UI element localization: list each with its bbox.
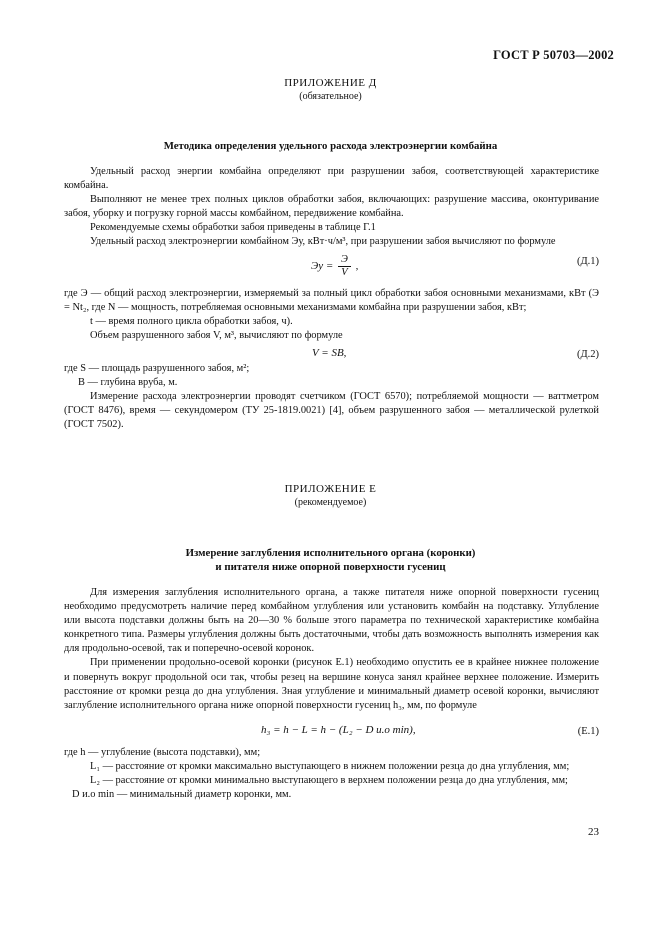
formula-d1-fraction [338, 254, 351, 279]
paragraph: L₂ — расстояние от кромки минимально выступающего в верхнем положении резца до дна углубления, мм; [90, 775, 568, 787]
paragraph: где S — площадь разрушенного забоя, м²; [64, 363, 250, 374]
paragraph: где h — углубление (высота подставки), мм; [64, 747, 261, 758]
formula-d1-denominator: V [341, 267, 348, 278]
paragraph: Объем разрушенного забоя V, м³, вычисляют по формуле [90, 330, 343, 342]
paragraph: Для измерения заглубления исполнительного органа, а также питателя ниже опорной поверхности гусениц необходимо предусмотреть наличие перед комбайном углубления или установить комбайн на подставку. Углубление или высота подставки должны быть на 20—30 % больше этого параметра по технической характеристике комбайна конкретного типа. Размеры углубления должны быть достаточными, чтобы дать возможность выполнять измерения как для продольно-осевой, так и поперечно-осевой коронок. [64, 587, 599, 655]
formula-e1 [64, 722, 599, 744]
appendix-d-status: (обязательное) [299, 91, 362, 102]
appendix-e-title: ПРИЛОЖЕНИЕ Е [284, 483, 377, 495]
appendix-d-where-2 [64, 362, 599, 432]
paragraph: t — время полного цикла обработки забоя, ч). [90, 316, 293, 328]
appendix-d-body [64, 165, 599, 250]
page-number: 23 [588, 826, 599, 838]
formula-e1-expression: h₃ = h − L = h − (L₂ − D и.о min), [261, 724, 416, 736]
paragraph: D и.о min — минимальный диаметр коронки, мм. [72, 789, 292, 801]
appendix-e-status: (рекомендуемое) [294, 497, 367, 508]
formula-d2-number: (Д.2) [576, 349, 599, 360]
formula-d1 [64, 252, 599, 278]
paragraph: Рекомендуемые схемы обработки забоя приведены в таблице Г.1 [90, 222, 376, 234]
appendix-e-where [64, 746, 599, 802]
formula-d1-lhs: Эу = [311, 260, 334, 273]
formula-d2-expression: V = SB, [312, 347, 347, 359]
formula-d1-number: (Д.1) [576, 256, 599, 267]
paragraph: Удельный расход энергии комбайна определяют при разрушении забоя, соответствующей характеристике комбайна. [64, 166, 599, 192]
paragraph: где Э — общий расход электроэнергии, измеряемый за полный цикл обработки забоя основными механизмами, кВт (Э = Nt₂, где N — мощность, потребляемая основными механизмами комбайна при разрушении забоя, кВт; [64, 288, 599, 314]
formula-d1-numerator: Э [338, 254, 351, 267]
paragraph: B — глубина вруба, м. [78, 377, 178, 389]
appendix-e-section-title-2: и питателя ниже опорной поверхности гусениц [215, 561, 446, 573]
appendix-e-body [64, 586, 599, 713]
appendix-e-section-title-1: Измерение заглубления исполнительного органа (коронки) [185, 547, 476, 559]
appendix-d-section-title: Методика определения удельного расхода электроэнергии комбайна [163, 140, 498, 152]
formula-e1-number: (Е.1) [577, 726, 599, 737]
paragraph: При применении продольно-осевой коронки (рисунок Е.1) необходимо опустить ее в крайнее нижнее положение и повернуть вокруг продольной оси так, чтобы резец на вершине конуса занял крайнее верхнее положение. Измерить расстояние от кромки резца до дна углубления. Зная углубление и минимальный диаметр осевой коронки, вычисляют заглубление исполнительного органа ниже опорной поверхности гусениц h₃, мм, по формуле [64, 657, 599, 711]
paragraph: L₁ — расстояние от кромки максимально выступающего в нижнем положении резца до дна углубления, мм; [90, 761, 570, 773]
appendix-d-title: ПРИЛОЖЕНИЕ Д [284, 77, 377, 89]
paragraph: Измерение расхода электроэнергии проводят счетчиком (ГОСТ 6570); потребляемой мощности — ваттметром (ГОСТ 8476), время — секундомером (ТУ 25-1819.0021) [4], объем разрушенного забоя — металлической рулеткой (ГОСТ 7502). [64, 391, 599, 431]
paragraph: Выполняют не менее трех полных циклов обработки забоя, включающих: разрушение массива, оконтуривание забоя, уборку и погрузку горной массы комбайном, передвижение комбайна. [64, 194, 599, 220]
paragraph: Удельный расход электроэнергии комбайном Эу, кВт·ч/м³, при разрушении забоя вычисляют по формуле [90, 236, 556, 248]
formula-d1-tail: , [355, 260, 359, 273]
appendix-d-where-1 [64, 287, 599, 343]
gost-code: ГОСТ Р 50703—2002 [493, 48, 614, 62]
formula-d1-expression [311, 254, 358, 279]
